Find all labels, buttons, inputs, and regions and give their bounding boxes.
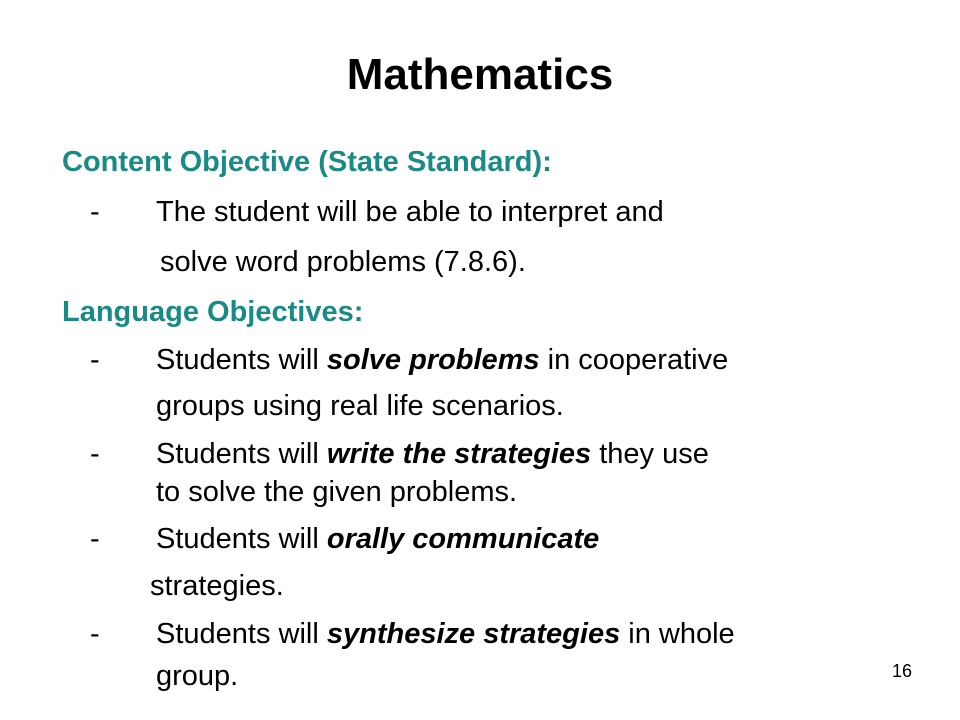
language-objective-2-line-1 xyxy=(156,437,709,471)
objective-emphasis: solve problems xyxy=(326,344,540,376)
content-objective-line-1: The student will be able to interpret and xyxy=(156,196,664,228)
page-number: 16 xyxy=(891,661,912,681)
language-objective-bullet: - xyxy=(90,618,100,650)
objective-emphasis: orally communicate xyxy=(326,523,600,555)
language-objective-4-line-2: group. xyxy=(156,660,239,692)
objective-text: Students will xyxy=(156,618,327,650)
content-objective-heading: Content Objective (State Standard): xyxy=(62,146,552,178)
objective-emphasis: write the strategies xyxy=(326,438,592,470)
objective-text: in whole xyxy=(620,618,735,650)
objective-emphasis: synthesize strategies xyxy=(326,618,621,650)
content-objective-bullet: - xyxy=(90,196,100,228)
language-objective-bullet: - xyxy=(90,344,100,376)
language-objective-bullet: - xyxy=(90,523,100,555)
language-objective-bullet: - xyxy=(90,438,100,470)
language-objective-1-line-2: groups using real life scenarios. xyxy=(156,390,564,422)
objective-text: Students will xyxy=(156,523,327,555)
objective-text: Students will xyxy=(156,438,327,470)
language-objective-4-line-1 xyxy=(156,617,735,651)
language-objective-2-line-2: to solve the given problems. xyxy=(156,476,518,508)
objective-text: they use xyxy=(591,438,709,470)
content-objective-line-2: solve word problems (7.8.6). xyxy=(160,246,526,278)
language-objective-1-line-1 xyxy=(156,343,728,377)
slide-title: Mathematics xyxy=(346,50,614,99)
language-objective-3-line-1 xyxy=(156,522,599,556)
objective-text: in cooperative xyxy=(539,344,729,376)
language-objective-3-line-2: strategies. xyxy=(150,570,284,602)
objective-text: Students will xyxy=(156,344,327,376)
language-objectives-heading: Language Objectives: xyxy=(62,296,364,328)
